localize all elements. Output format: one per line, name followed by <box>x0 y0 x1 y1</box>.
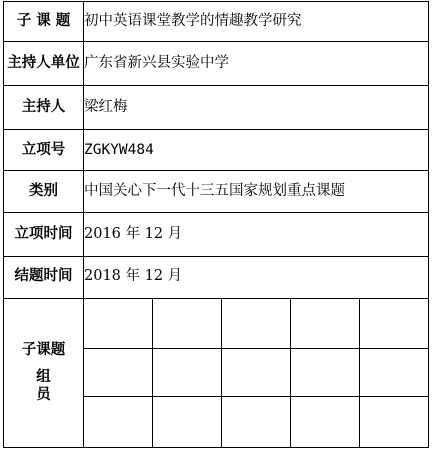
member-cell[interactable] <box>222 348 291 396</box>
row-subtopic <box>4 2 429 42</box>
row-host <box>4 86 429 130</box>
member-cell[interactable] <box>222 396 291 447</box>
host-value: 梁红梅 <box>84 86 429 130</box>
subtopic-label: 子 课 题 <box>4 2 84 42</box>
category-value: 中国关心下一代十三五国家规划重点课题 <box>84 171 429 213</box>
member-cell[interactable] <box>291 298 360 348</box>
members-label <box>4 298 84 447</box>
start-date-label: 立项时间 <box>4 213 84 256</box>
member-cell[interactable] <box>153 298 222 348</box>
row-end-date <box>4 256 429 298</box>
row-project-number <box>4 130 429 171</box>
member-cell[interactable] <box>291 348 360 396</box>
row-host-unit <box>4 42 429 86</box>
member-cell[interactable] <box>222 298 291 348</box>
category-label: 类别 <box>4 171 84 213</box>
project-number-label: 立项号 <box>4 130 84 171</box>
member-cell[interactable] <box>360 298 429 348</box>
project-number-value: ZGKYW484 <box>84 130 429 171</box>
members-row-1 <box>4 298 429 348</box>
member-cell[interactable] <box>360 396 429 447</box>
end-date-value: 2018 年 12 月 <box>84 256 429 298</box>
host-unit-value: 广东省新兴县实验中学 <box>84 42 429 86</box>
member-cell[interactable] <box>84 348 153 396</box>
project-info-table <box>3 1 429 448</box>
members-label-line2: 组 员 <box>36 369 65 403</box>
row-category <box>4 171 429 213</box>
member-cell[interactable] <box>291 396 360 447</box>
member-cell[interactable] <box>153 396 222 447</box>
host-label: 主持人 <box>4 86 84 130</box>
member-cell[interactable] <box>84 396 153 447</box>
member-cell[interactable] <box>360 348 429 396</box>
subtopic-value: 初中英语课堂教学的情趣教学研究 <box>84 2 429 42</box>
member-cell[interactable] <box>153 348 222 396</box>
end-date-label: 结题时间 <box>4 256 84 298</box>
host-unit-label: 主持人单位 <box>4 42 84 86</box>
start-date-value: 2016 年 12 月 <box>84 213 429 256</box>
row-start-date <box>4 213 429 256</box>
members-label-line1: 子课题 <box>21 341 66 358</box>
member-cell[interactable] <box>84 298 153 348</box>
